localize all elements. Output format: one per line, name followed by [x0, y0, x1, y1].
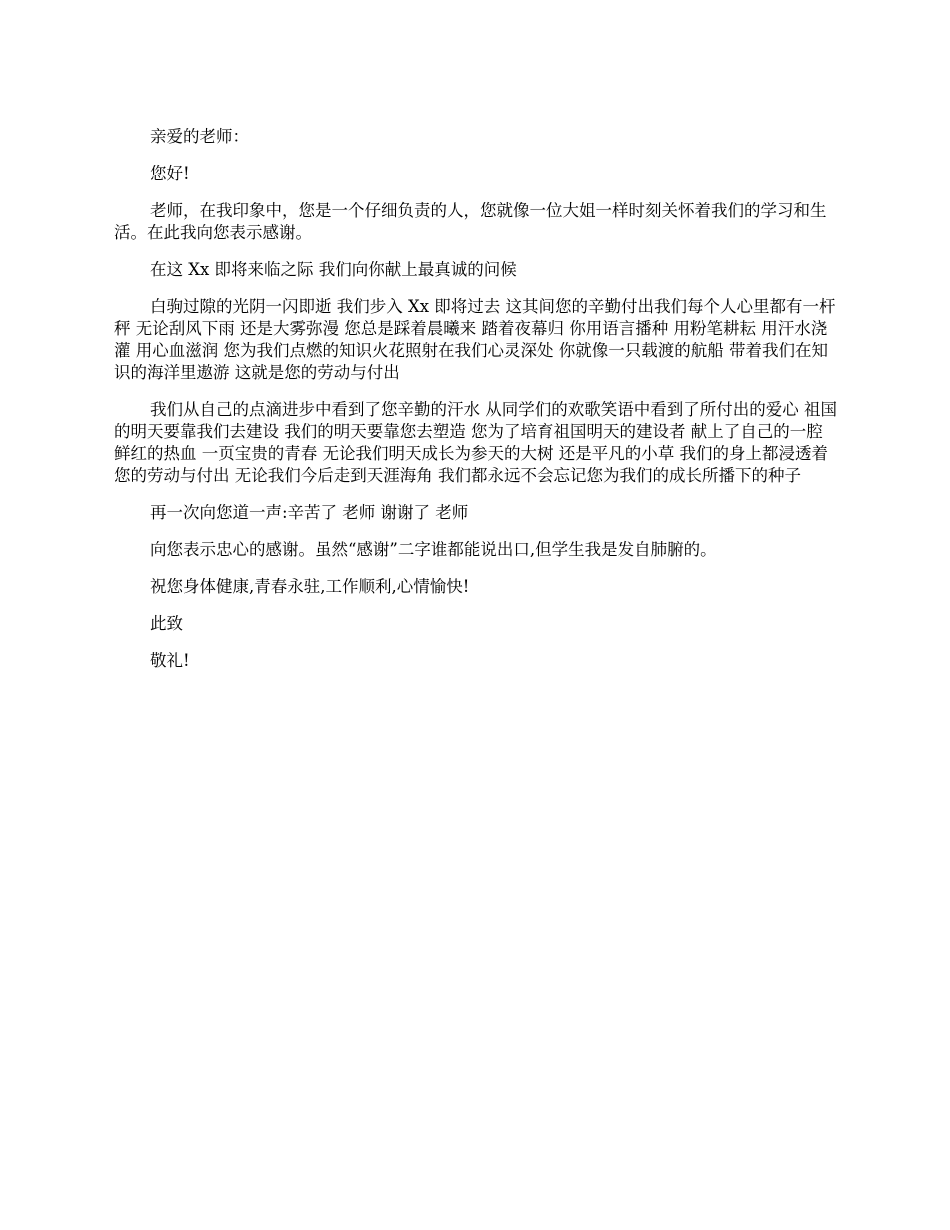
paragraph-progress: 我们从自己的点滴进步中看到了您辛勤的汗水 从同学们的欢歌笑语中看到了所付出的爱心 祖国的明天要靠我们去建设 我们的明天要靠您去塑造 您为了培育祖国明天的建设者 献上了自己的一腔鲜红的热血 一页宝贵的青春 无论我们明天成长为参天的大树 还是平凡的小草 我们的身上都浸透着您的劳动与付出 无论我们今后走到天涯海角 我们都永远不会忘记您为我们的成长所播下的种子 [114, 400, 837, 485]
regards: 敬礼! [150, 651, 190, 670]
paragraph-thanks: 老师，在我印象中，您是一个仔细负责的人，您就像一位大姐一样时刻关怀着我们的学习和生活。在此我向您表示感谢。 [114, 201, 827, 242]
paragraph-dedication: 白驹过隙的光阴一闪即逝 我们步入 Xx 即将过去 这其间您的辛勤付出我们每个人心里都有一杆秤 无论刮风下雨 还是大雾弥漫 您总是踩着晨曦来 踏着夜幕归 你用语言播种 用粉笔耕耘 用汗水浇灌 用心血滋润 您为我们点燃的知识火花照射在我们心灵深处 你就像一只载渡的航船 带着我们在知识的海洋里遨游 这就是您的劳动与付出 [114, 297, 836, 382]
letter-body [114, 126, 838, 687]
closing: 此致 [150, 614, 183, 633]
greeting: 您好! [150, 164, 190, 183]
paragraph-sincere-thanks: 向您表示忠心的感谢。虽然“感谢”二字谁都能说出口,但学生我是发自肺腑的。 [150, 540, 717, 559]
salutation: 亲爱的老师： [150, 127, 249, 146]
paragraph-greeting-wish: 在这 Xx 即将来临之际 我们向你献上最真诚的问候 [150, 260, 517, 279]
paragraph-wishes: 祝您身体健康,青春永驻,工作顺利,心情愉快! [150, 577, 470, 596]
paragraph-thanks-again: 再一次向您道一声:辛苦了 老师 谢谢了 老师 [150, 503, 469, 522]
